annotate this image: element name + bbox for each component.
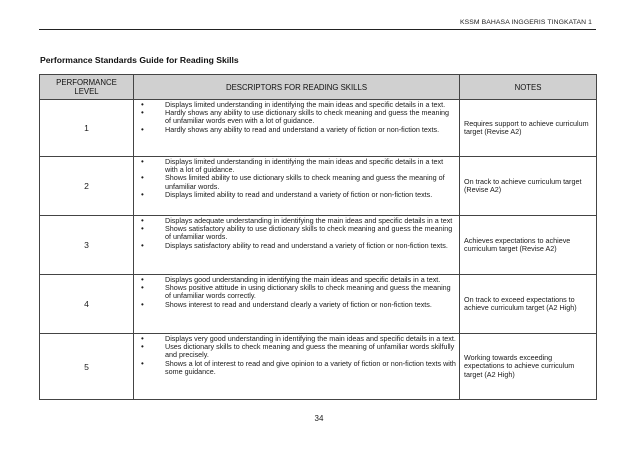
descriptor-item: • Displays adequate understanding in identifying the main ideas and specific details in a text xyxy=(134,217,457,225)
descriptor-item: • Shows limited ability to use dictionary skills to check meaning and guess the meaning of unfamiliar words. xyxy=(134,174,457,190)
notes-cell: Requires support to achieve curriculum target (Revise A2) xyxy=(460,100,597,157)
descriptors-cell xyxy=(134,334,460,400)
table-row xyxy=(40,216,597,275)
running-header: KSSM BAHASA INGGERIS TINGKATAN 1 xyxy=(460,19,592,26)
descriptor-list xyxy=(134,335,457,376)
descriptor-list xyxy=(134,101,457,134)
table-row xyxy=(40,275,597,334)
descriptors-cell xyxy=(134,157,460,216)
table-header-row xyxy=(40,75,597,100)
descriptor-item: • Displays satisfactory ability to read and understand a variety of fiction or non-fiction texts. xyxy=(134,242,457,250)
notes-cell: On track to achieve curriculum target (Revise A2) xyxy=(460,157,597,216)
notes-cell: Achieves expectations to achieve curriculum target (Revise A2) xyxy=(460,216,597,275)
table-row xyxy=(40,100,597,157)
descriptor-item: • Shows satisfactory ability to use dictionary skills to check meaning and guess the meaning of unfamiliar words. xyxy=(134,225,457,241)
descriptor-item: • Hardly shows any ability to use dictionary skills to check meaning and guess the meaning of unfamiliar words even with a lot of guidance. xyxy=(134,109,457,125)
level-cell: 2 xyxy=(40,157,134,216)
column-header-notes: NOTES xyxy=(460,75,597,100)
notes-cell: Working towards exceeding expectations to achieve curriculum target (A2 High) xyxy=(460,334,597,400)
level-cell: 4 xyxy=(40,275,134,334)
descriptor-item: • Displays limited ability to read and understand a variety of fiction or non-fiction texts. xyxy=(134,191,457,199)
descriptors-cell xyxy=(134,100,460,157)
descriptor-item: • Displays very good understanding in identifying the main ideas and specific details in a text. xyxy=(134,335,457,343)
table-row xyxy=(40,157,597,216)
level-cell: 1 xyxy=(40,100,134,157)
notes-cell: On track to exceed expectations to achieve curriculum target (A2 High) xyxy=(460,275,597,334)
level-cell: 3 xyxy=(40,216,134,275)
performance-standards-table xyxy=(39,74,597,400)
descriptor-item: • Displays good understanding in identifying the main ideas and specific details in a text. xyxy=(134,276,457,284)
descriptors-cell xyxy=(134,216,460,275)
column-header-descriptors: DESCRIPTORS FOR READING SKILLS xyxy=(134,75,460,100)
descriptor-item: • Shows a lot of interest to read and give opinion to a variety of fiction or non-fiction texts with some guidance. xyxy=(134,360,457,376)
descriptor-item: • Shows interest to read and understand clearly a variety of fiction or non-fiction texts. xyxy=(134,301,457,309)
table-row xyxy=(40,334,597,400)
descriptor-list xyxy=(134,217,457,250)
descriptor-list xyxy=(134,276,457,309)
document-title: Performance Standards Guide for Reading Skills xyxy=(40,55,239,65)
descriptor-item: • Displays limited understanding in identifying the main ideas and specific details in a text. xyxy=(134,101,457,109)
descriptor-item: • Uses dictionary skills to check meaning and guess the meaning of unfamiliar words skilfully and precisely. xyxy=(134,343,457,359)
level-cell: 5 xyxy=(40,334,134,400)
page-number: 34 xyxy=(314,414,324,423)
descriptor-item: • Displays limited understanding in identifying the main ideas and specific details in a text with a lot of guidance. xyxy=(134,158,457,174)
descriptor-item: • Hardly shows any ability to read and understand a variety of fiction or non-fiction texts. xyxy=(134,126,457,134)
header-divider xyxy=(39,29,596,30)
descriptor-item: • Shows positive attitude in using dictionary skills to check meaning and guess the meaning of unfamiliar words correctly. xyxy=(134,284,457,300)
descriptor-list xyxy=(134,158,457,199)
descriptors-cell xyxy=(134,275,460,334)
column-header-level: PERFORMANCE LEVEL xyxy=(40,75,134,100)
